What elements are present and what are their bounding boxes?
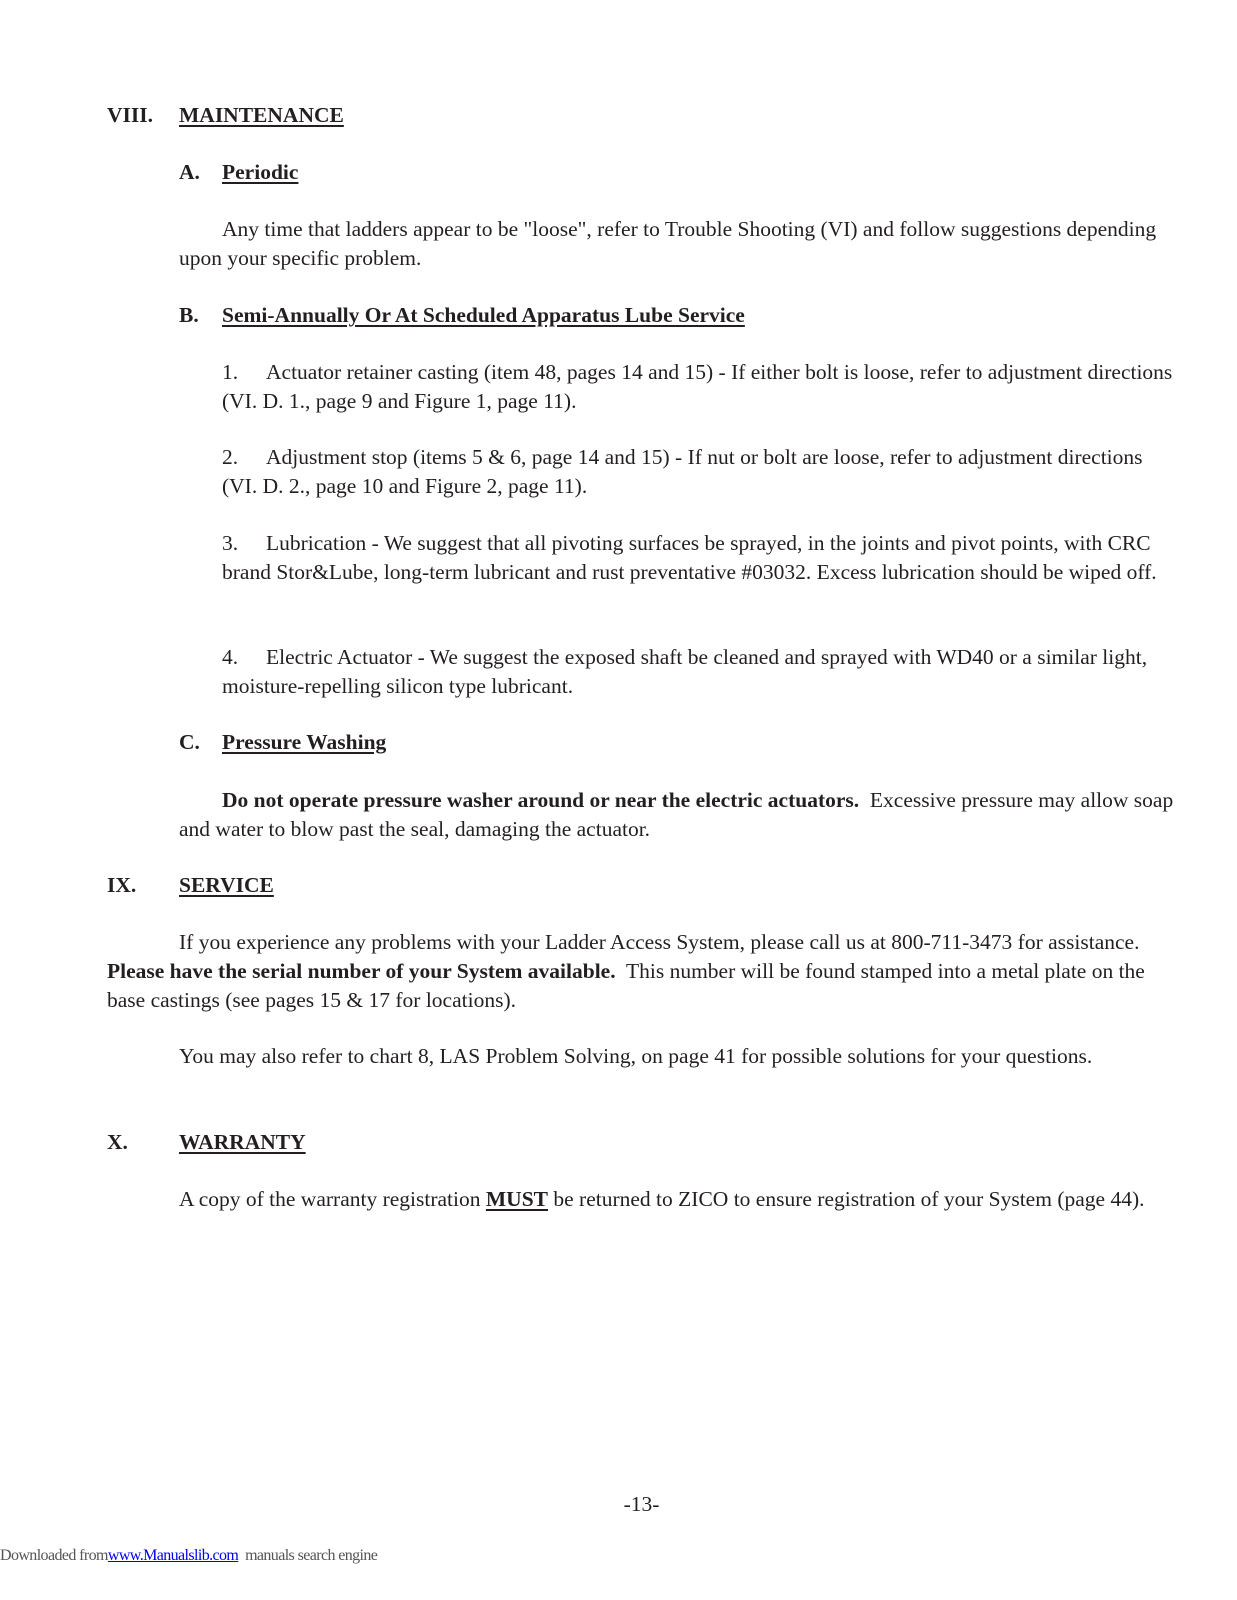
footer-suffix: manuals search engine	[245, 1547, 378, 1564]
warranty-must: MUST	[485, 1187, 549, 1211]
manualslib-link[interactable]: www.Manualslib.com	[107, 1547, 239, 1564]
list-item-text: Adjustment stop (items 5 & 6, page 14 and 15) - If nut or bolt are loose, refer to adjustment directions (VI. D. 2., page 10 and Figure 2, page 11).	[222, 445, 1143, 498]
list-item-text: Lubrication - We suggest that all pivoting surfaces be sprayed, in the joints and pivot points, with CRC brand Stor&Lube, long-term lubricant and rust preventative #03032. Excess lubrication should be wiped off.	[222, 531, 1157, 584]
warranty-text-end: be returned to ZICO to ensure registration of your System (page 44).	[553, 1187, 1145, 1211]
section-number-ix: IX.	[107, 873, 137, 897]
list-item-number: 2.	[222, 445, 239, 469]
section-number-x: X.	[107, 1130, 128, 1154]
list-item	[222, 529, 1182, 587]
list-item-number: 3.	[222, 531, 239, 555]
service-text-end: This number will be found stamped into a metal plate on the base castings (see pages 15 & 17 for locations).	[107, 959, 1145, 1012]
subsection-letter-c: C.	[179, 730, 200, 754]
service-paragraph-2: You may also refer to chart 8, LAS Problem Solving, on page 41 for possible solutions for your questions.	[179, 1044, 1093, 1068]
subsection-letter-b: B.	[179, 303, 199, 327]
pressure-washing-text: Excessive pressure may allow soap and water to blow past the seal, damaging the actuator.	[179, 788, 1174, 841]
service-text-start: If you experience any problems with your Ladder Access System, please call us at 800-711-3473 for assistance.	[179, 930, 1140, 954]
footer-prefix: Downloaded from	[0, 1547, 108, 1564]
subsection-title-periodic: Periodic	[222, 160, 299, 184]
section-title-service: SERVICE	[179, 873, 274, 897]
section-title-maintenance: MAINTENANCE	[179, 103, 344, 127]
section-title-warranty: WARRANTY	[179, 1130, 306, 1154]
list-item-text: Actuator retainer casting (item 48, pages 14 and 15) - If either bolt is loose, refer to adjustment directions (VI. D. 1., page 9 and Figure 1, page 11).	[222, 360, 1173, 413]
service-paragraph-1	[107, 928, 1187, 1015]
download-footer	[0, 1541, 377, 1570]
list-item-number: 1.	[222, 360, 239, 384]
section-number-viii: VIII.	[107, 103, 154, 127]
pressure-washing-paragraph	[179, 786, 1179, 844]
subsection-title-semi-annually: Semi-Annually Or At Scheduled Apparatus Lube Service	[222, 303, 745, 327]
list-item	[222, 643, 1182, 701]
list-item	[222, 443, 1182, 501]
pressure-washing-warning: Do not operate pressure washer around or near the electric actuators.	[222, 788, 860, 812]
warranty-text-start: A copy of the warranty registration	[179, 1187, 481, 1211]
subsection-letter-a: A.	[179, 160, 200, 184]
service-serial-note: Please have the serial number of your System available.	[107, 959, 616, 983]
subsection-title-pressure-washing: Pressure Washing	[222, 730, 387, 754]
list-item-text: Electric Actuator - We suggest the exposed shaft be cleaned and sprayed with WD40 or a similar light, moisture-repelling silicon type lubricant.	[222, 645, 1148, 698]
warranty-paragraph	[107, 1185, 1167, 1214]
periodic-paragraph: Any time that ladders appear to be "loose", refer to Trouble Shooting (VI) and follow suggestions depending upon your specific problem.	[179, 217, 1157, 270]
list-item-number: 4.	[222, 645, 239, 669]
list-item	[222, 358, 1182, 416]
page-number: -13-	[623, 1492, 660, 1516]
